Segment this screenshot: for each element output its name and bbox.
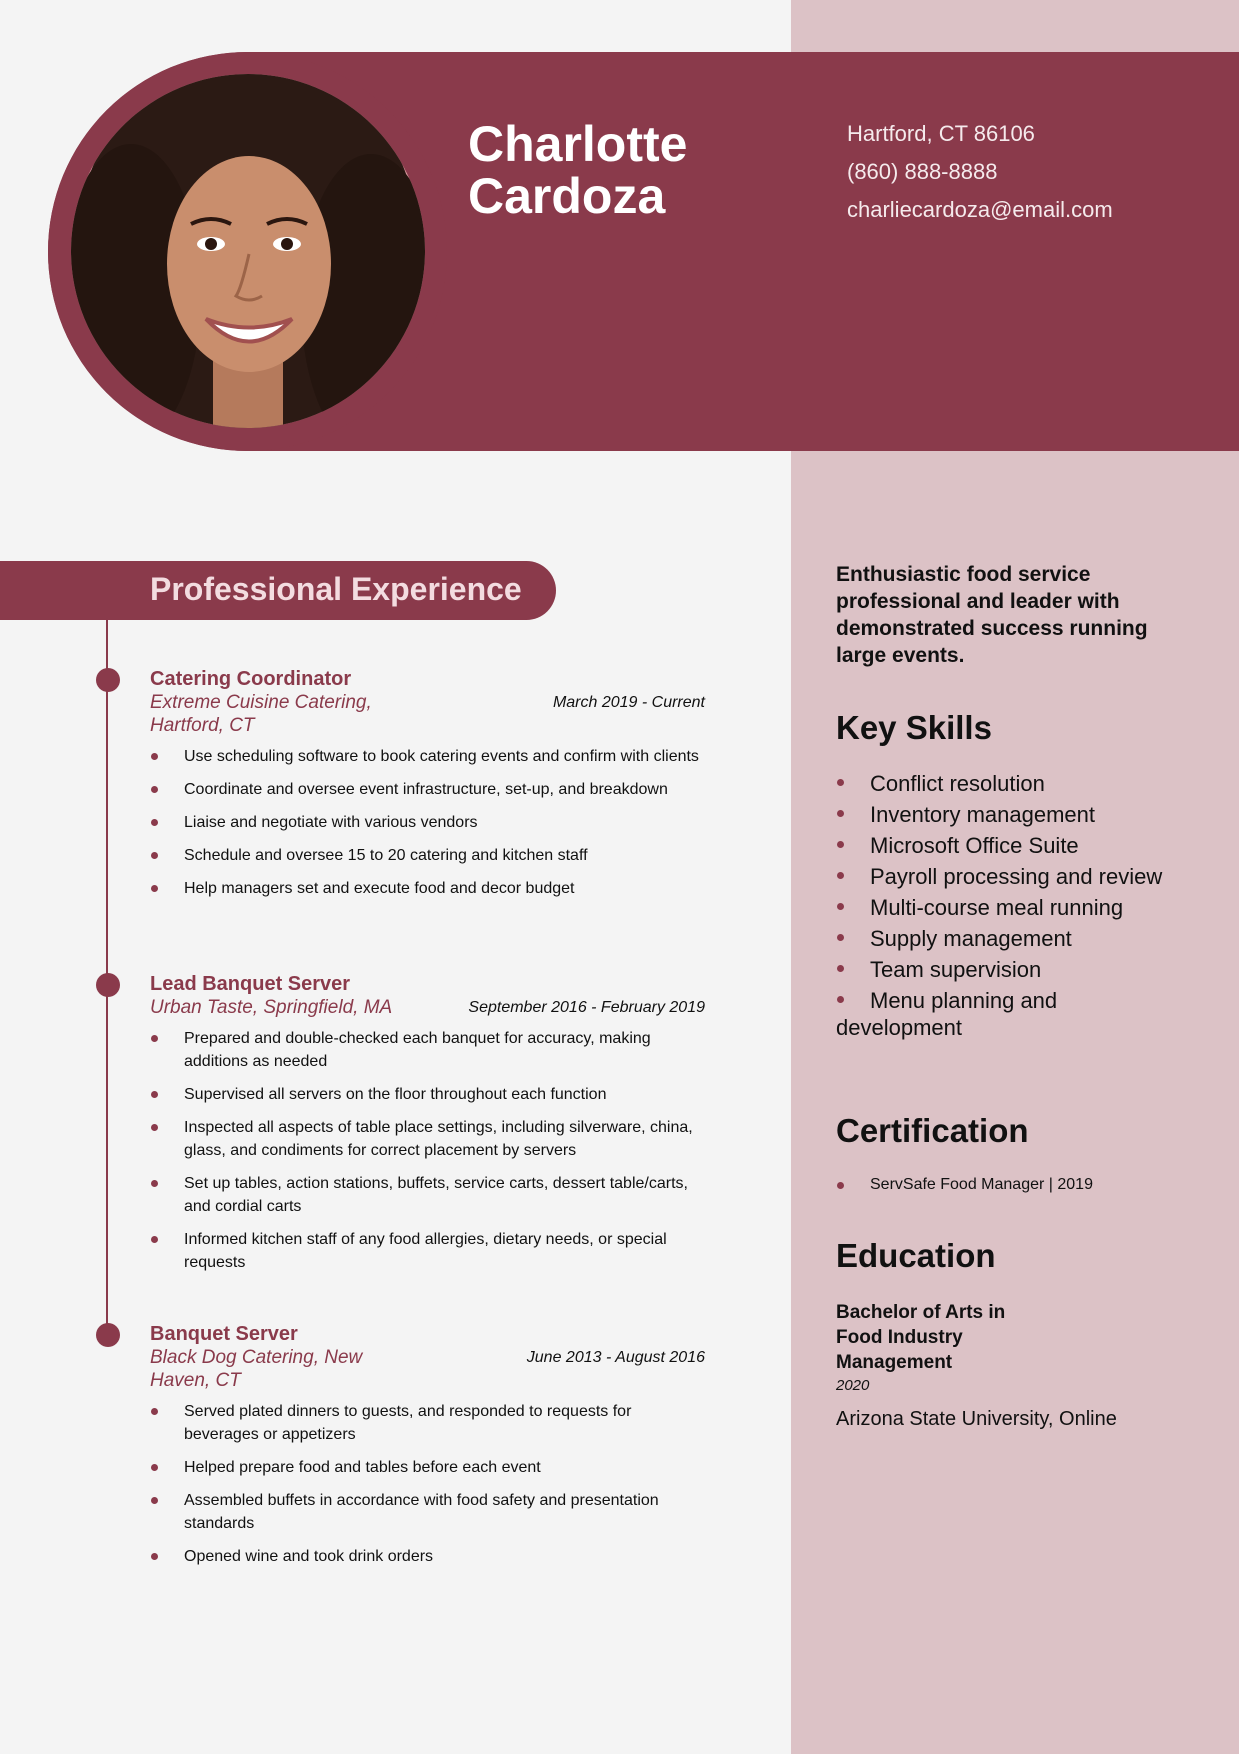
job-bullet: Opened wine and took drink orders xyxy=(150,1545,704,1568)
timeline-dot xyxy=(96,1323,120,1347)
job-bullet: Set up tables, action stations, buffets, service carts, dessert table/carts, and cordial carts xyxy=(150,1172,704,1218)
skills-heading: Key Skills xyxy=(836,709,992,746)
job-entry xyxy=(150,667,705,910)
job-bullet: Help managers set and execute food and decor budget xyxy=(150,877,704,900)
education-heading: Education xyxy=(836,1237,996,1274)
candidate-name xyxy=(468,118,768,222)
contact-address: Hartford, CT 86106 xyxy=(847,121,1035,146)
skill-item: Microsoft Office Suite xyxy=(836,832,1166,859)
first-name: Charlotte xyxy=(468,116,688,172)
job-bullets xyxy=(150,1400,705,1568)
certification-heading: Certification xyxy=(836,1112,1029,1149)
certification-list xyxy=(836,1174,1093,1196)
experience-heading-pill xyxy=(0,561,556,620)
job-entry xyxy=(150,972,705,1284)
job-bullets xyxy=(150,1027,705,1274)
job-dates: September 2016 - February 2019 xyxy=(468,999,705,1016)
contact-email[interactable]: charliecardoza@email.com xyxy=(847,197,1113,222)
skill-item: Inventory management xyxy=(836,801,1166,828)
timeline-dot xyxy=(96,973,120,997)
skills-list xyxy=(836,770,1166,1045)
job-bullet: Prepared and double-checked each banquet for accuracy, making additions as needed xyxy=(150,1027,704,1073)
job-bullet: Liaise and negotiate with various vendors xyxy=(150,811,704,834)
profile-summary: Enthusiastic food service professional and leader with demonstrated success running large events. xyxy=(836,563,1148,667)
job-bullet: Schedule and oversee 15 to 20 catering and kitchen staff xyxy=(150,844,704,867)
last-name: Cardoza xyxy=(468,168,666,224)
certification-item: ServSafe Food Manager | 2019 xyxy=(836,1174,1093,1196)
skill-item: Payroll processing and review xyxy=(836,863,1166,890)
job-bullet: Use scheduling software to book catering events and confirm with clients xyxy=(150,745,704,768)
skill-item: Menu planning and development xyxy=(836,987,1166,1041)
job-company: Extreme Cuisine Catering, Hartford, CT xyxy=(150,692,372,736)
job-title: Lead Banquet Server xyxy=(150,973,351,995)
job-bullet: Assembled buffets in accordance with food safety and presentation standards xyxy=(150,1489,704,1535)
job-company: Urban Taste, Springfield, MA xyxy=(150,997,393,1018)
job-dates: June 2013 - August 2016 xyxy=(526,1349,705,1366)
job-bullet: Informed kitchen staff of any food allergies, dietary needs, or special requests xyxy=(150,1228,704,1274)
job-dates: March 2019 - Current xyxy=(552,694,705,711)
education-entry xyxy=(836,1300,1166,1432)
contact-phone[interactable]: (860) 888-8888 xyxy=(847,159,998,184)
job-bullets xyxy=(150,745,705,900)
job-title: Catering Coordinator xyxy=(150,668,352,690)
skill-item: Supply management xyxy=(836,925,1166,952)
education-school: Arizona State University, Online xyxy=(836,1408,1117,1430)
job-bullet: Served plated dinners to guests, and responded to requests for beverages or appetizers xyxy=(150,1400,704,1446)
job-bullet: Inspected all aspects of table place settings, including silverware, china, glass, and condiments for correct placement by servers xyxy=(150,1116,704,1162)
job-title: Banquet Server xyxy=(150,1323,298,1345)
skill-item: Conflict resolution xyxy=(836,770,1166,797)
profile-photo xyxy=(71,74,425,428)
skill-item: Multi-course meal running xyxy=(836,894,1166,921)
job-bullet: Coordinate and oversee event infrastructure, set-up, and breakdown xyxy=(150,778,704,801)
job-company: Black Dog Catering, New Haven, CT xyxy=(150,1347,363,1391)
contact-info xyxy=(847,115,1113,229)
education-year: 2020 xyxy=(836,1377,870,1394)
education-degree: Bachelor of Arts in Food Industry Management xyxy=(836,1302,1006,1373)
timeline-dot xyxy=(96,668,120,692)
job-bullet: Supervised all servers on the floor throughout each function xyxy=(150,1083,704,1106)
skill-item: Team supervision xyxy=(836,956,1166,983)
job-bullet: Helped prepare food and tables before each event xyxy=(150,1456,704,1479)
experience-heading: Professional Experience xyxy=(150,571,522,607)
job-entry xyxy=(150,1322,705,1578)
